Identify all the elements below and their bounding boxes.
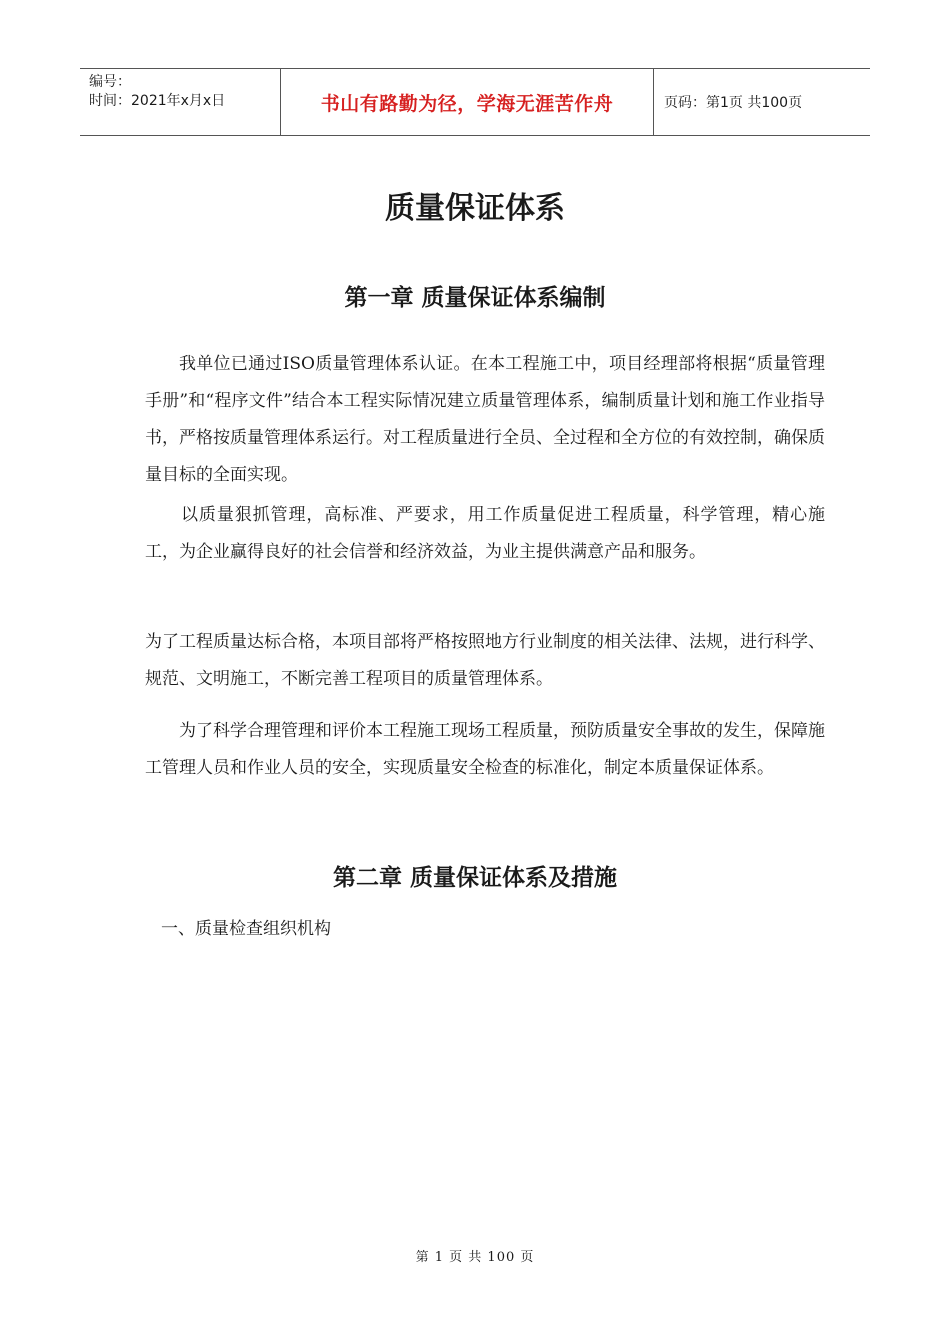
number-label: 编号： (89, 74, 131, 90)
date-label: 时间：2021年x月x日 (89, 93, 226, 109)
document-title: 质量保证体系 (385, 191, 565, 226)
paragraph-1: 我单位已通过ISO质量管理体系认证。在本工程施工中，项目经理部将根据“质量管理手册”和“程序文件”结合本工程实际情况建立质量管理体系，编制质量计划和施工作业指导书，严格按质量管理体系运行。对工程质量进行全员、全过程和全方位的有效控制，确保质量目标的全面实现。 (145, 354, 825, 485)
paragraph-4: 为了科学合理管理和评价本工程施工现场工程质量，预防质量安全事故的发生，保障施工管理人员和作业人员的安全，实现质量安全检查的标准化，制定本质量保证体系。 (145, 721, 825, 778)
chapter-2-heading: 第二章 质量保证体系及措施 (332, 865, 617, 891)
paragraph-3: 为了工程质量达标合格，本项目部将严格按照地方行业制度的相关法律、法规，进行科学、规范、文明施工，不断完善工程项目的质量管理体系。 (145, 632, 825, 689)
page-info: 页码：第1页 共100页 (664, 95, 803, 111)
section-1-heading: 一、质量检查组织机构 (161, 919, 331, 939)
header-info-cell (80, 69, 281, 135)
chapter-1-heading: 第一章 质量保证体系编制 (344, 285, 606, 311)
motto-text: 书山有路勤为径，学海无涯苦作舟 (320, 92, 614, 115)
header-motto-cell (281, 69, 654, 135)
paragraph-2: 以质量狠抓管理，高标准、严要求，用工作质量促进工程质量，科学管理，精心施工，为企业赢得良好的社会信誉和经济效益，为业主提供满意产品和服务。 (145, 505, 825, 562)
header-page-cell (654, 69, 870, 135)
header-table (80, 68, 870, 136)
page-footer: 第 1 页 共 100 页 (415, 1250, 535, 1265)
